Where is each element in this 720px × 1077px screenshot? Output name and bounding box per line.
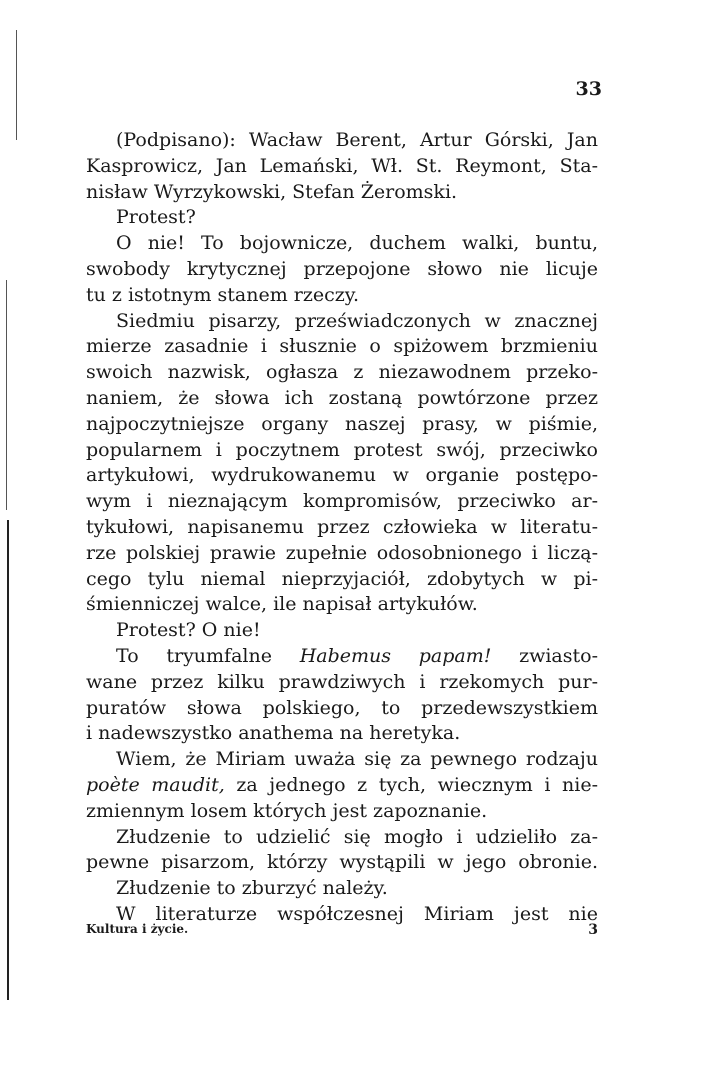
text-line: wane przez kilku prawdziwych i rzekomych pur-	[86, 670, 598, 693]
text-line: popularnem i poczytnem protest swój, przeciwko	[86, 438, 598, 461]
text-line: tykułowi, napisanemu przez człowieka w literatu-	[86, 515, 598, 538]
text-line: rze polskiej prawie zupełnie odosobnionego i liczą-	[86, 541, 598, 564]
text-line: To tryumfalne Habemus papam! zwiasto-	[116, 644, 598, 667]
text-line: Złudzenie to udzielić się mogło i udzieliło za-	[116, 825, 598, 848]
italic-phrase: Habemus papam!	[299, 644, 492, 667]
text-line: i nadewszystko anathema na heretyka.	[86, 722, 461, 745]
page-footer	[86, 922, 598, 938]
text-line: poète maudit, za jednego z tych, wiecznym i nie-	[86, 773, 598, 796]
signature-title: Kultura i życie.	[86, 922, 189, 936]
margin-binding-line	[7, 520, 9, 1000]
text-line: W literaturze współczesnej Miriam jest nie	[116, 902, 598, 925]
text-line: O nie! To bojownicze, duchem walki, buntu,	[116, 232, 598, 255]
text-line: wym i nieznającym kompromisów, przeciwko ar-	[86, 490, 598, 513]
scan-margin-marks	[0, 0, 24, 1077]
text-line: pewne pisarzom, którzy wystąpili w jego obronie.	[86, 851, 598, 874]
text-line: tu z istotnym stanem rzeczy.	[86, 283, 360, 306]
text-line: Kasprowicz, Jan Lemański, Wł. St. Reymont, Sta-	[86, 154, 598, 177]
page-number: 33	[575, 78, 602, 100]
text-line: Wiem, że Miriam uważa się za pewnego rodzaju	[116, 748, 598, 771]
text-line: swoich nazwisk, ogłasza z niezawodnem przeko-	[86, 361, 598, 384]
text-line: artykułowi, wydrukowanemu w organie postępo-	[86, 464, 598, 487]
text-line: Złudzenie to zburzyć należy.	[116, 877, 388, 900]
text-line: Protest?	[116, 206, 196, 229]
text-line: nisław Wyrzykowski, Stefan Żeromski.	[86, 180, 458, 203]
text-line: Siedmiu pisarzy, przeświadczonych w znacznej	[116, 309, 598, 332]
text-line: śmienniczej walce, ile napisał artykułów.	[86, 593, 478, 616]
text-line: swobody krytycznej przepojone słowo nie licuje	[86, 257, 598, 280]
text-line: puratów słowa polskiego, to przedewszystkiem	[86, 696, 598, 719]
signature-number: 3	[588, 922, 598, 938]
margin-binding-line-middle	[6, 280, 7, 510]
text-line: mierze zasadnie i słusznie o spiżowem brzmieniu	[86, 335, 598, 358]
italic-phrase: poète maudit,	[86, 773, 225, 796]
text-line: (Podpisano): Wacław Berent, Artur Górski, Jan	[116, 129, 598, 151]
margin-binding-line-upper	[16, 30, 17, 140]
text-line: Protest? O nie!	[116, 619, 261, 642]
text-line: zmiennym losem których jest zapoznanie.	[86, 799, 488, 822]
text-line: naniem, że słowa ich zostaną powtórzone przez	[86, 386, 598, 409]
text-line: najpoczytniejsze organy naszej prasy, w piśmie,	[86, 412, 598, 435]
text-line: cego tylu niemal nieprzyjaciół, zdobytych w pi-	[86, 567, 598, 590]
body-text	[86, 128, 598, 928]
